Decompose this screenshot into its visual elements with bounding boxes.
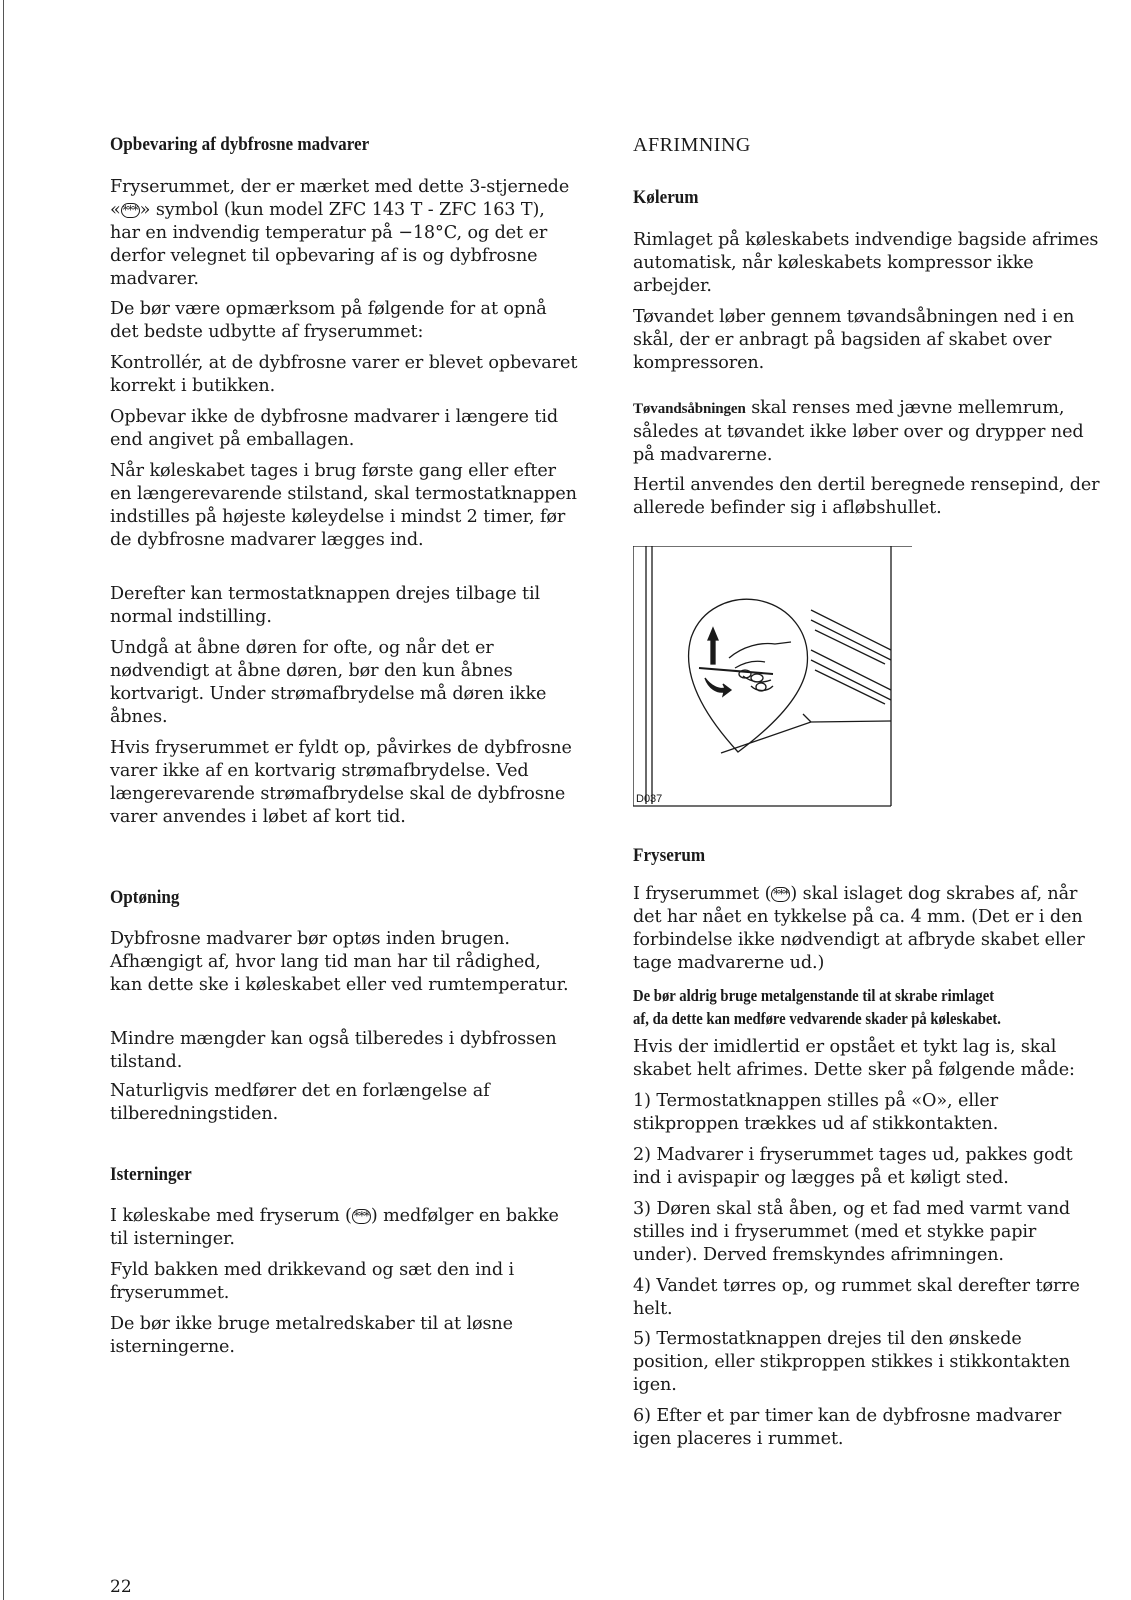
finger-tip bbox=[751, 674, 763, 682]
freezer-paragraph-1 bbox=[633, 883, 1103, 975]
fridge-p3-rest: skal renses med jævne mellemrum, således at tøvandet ikke løber over og drypper ned på madvarerne. bbox=[633, 398, 1084, 465]
ice-paragraph-2: Fyld bakken med drikkevand og sæt den ind i fryserummet. bbox=[110, 1260, 515, 1303]
thawing-paragraph-1: Dybfrosne madvarer bør optøs inden brugen. Afhængigt af, hvor lang tid man har til rådighed, kan dette ske i køleskabet eller ved rumtemperatur. bbox=[110, 929, 569, 995]
storage-heading: Opbevaring af dybfrosne madvarer bbox=[110, 134, 370, 155]
thawing-paragraph-3: Naturligvis medfører det en forlængelse af tilberedningstiden. bbox=[110, 1081, 490, 1124]
ice-paragraph-3: De bør ikke bruge metalredskaber til at løsne isterningerne. bbox=[110, 1314, 513, 1357]
arrow-up-icon bbox=[708, 628, 718, 664]
drain-cleaning-illustration bbox=[633, 546, 912, 820]
freezer-p1-text-a: I fryserummet ( bbox=[633, 884, 772, 904]
warning-line-2: af, da dette kan medføre vedvarende skader på køleskabet. bbox=[633, 1009, 1001, 1028]
defrost-step-4: 4) Vandet tørres op, og rummet skal derefter tørre helt. bbox=[633, 1276, 1080, 1319]
fridge-paragraph-2: Tøvandet løber gennem tøvandsåbningen ned i en skål, der er anbragt på bagsiden af skabet over kompressoren. bbox=[633, 307, 1075, 373]
thawing-paragraph-2: Mindre mængder kan også tilberedes i dybfrossen tilstand. bbox=[110, 1029, 557, 1072]
fridge-compartment-heading: Kølerum bbox=[633, 187, 699, 208]
ice-p1-text-a: I køleskabe med fryserum ( bbox=[110, 1206, 352, 1226]
fridge-paragraph-3 bbox=[633, 397, 1103, 467]
ice-paragraph-1 bbox=[110, 1205, 578, 1251]
ice-p1-text-b: ) medfølger en bakke til isterninger. bbox=[110, 1206, 559, 1249]
storage-paragraph-3: Kontrollér, at de dybfrosne varer er blevet opbevaret korrekt i butikken. bbox=[110, 353, 578, 396]
three-star-freezer-symbol: *** bbox=[122, 203, 138, 217]
warning-line-1: De bør aldrig bruge metalgenstande til at skrabe rimlaget bbox=[633, 986, 995, 1005]
drain-hole-lead: Tøvandsåbningen bbox=[633, 401, 746, 417]
storage-paragraph-4: Opbevar ikke de dybfrosne madvarer i længere tid end angivet på emballagen. bbox=[110, 407, 559, 450]
freezer-paragraph-2: Hvis der imidlertid er opstået et tykt lag is, skal skabet helt afrimes. Dette sker på følgende måde: bbox=[633, 1037, 1075, 1080]
storage-paragraph-2: De bør være opmærksom på følgende for at opnå det bedste udbytte af fryserummet: bbox=[110, 299, 547, 342]
cleaning-stick bbox=[699, 668, 773, 674]
defrost-step-2: 2) Madvarer i fryserummet tages ud, pakkes godt ind i avispapir og lægges på et køligt sted. bbox=[633, 1145, 1073, 1188]
defrost-step-6: 6) Efter et par timer kan de dybfrosne madvarer igen placeres i rummet. bbox=[633, 1406, 1062, 1449]
storage-paragraph-7: Undgå at åbne døren for ofte, og når det er nødvendigt at åbne døren, bør den kun åbnes kortvarigt. Under strømafbrydelse må døren ikke åbnes. bbox=[110, 638, 547, 727]
defrost-step-1: 1) Termostatknappen stilles på «O», eller stikproppen trækkes ud af stikkontakten. bbox=[633, 1091, 999, 1134]
arrow-down-icon bbox=[705, 678, 731, 696]
freezer-heading: Fryserum bbox=[633, 845, 706, 866]
storage-p1-text-a: Fryserummet, der er mærket med dette 3-stjernede « bbox=[110, 177, 570, 220]
finger-tip bbox=[756, 683, 766, 691]
defrost-step-5: 5) Termostatknappen drejes til den ønskede position, eller stikproppen stikkes i stikkontakten igen. bbox=[633, 1329, 1071, 1395]
thawing-heading: Optøning bbox=[110, 887, 180, 908]
storage-paragraph-1 bbox=[110, 176, 578, 291]
storage-paragraph-6: Derefter kan termostatknappen drejes tilbage til normal indstilling. bbox=[110, 584, 541, 627]
defrost-heading: AFRIMNING bbox=[633, 134, 751, 156]
storage-paragraph-8: Hvis fryserummet er fyldt op, påvirkes de dybfrosne varer ikke af en kortvarig strømafbrydelse. Ved længerevarende strømafbrydelse skal de dybfrosne varer anvendes i løbet af kort tid. bbox=[110, 738, 572, 827]
shelf-lines bbox=[811, 650, 891, 704]
three-star-freezer-symbol: *** bbox=[773, 887, 789, 901]
fridge-paragraph-1: Rimlaget på køleskabets indvendige bagside afrimes automatisk, når køleskabets kompressor ikke arbejder. bbox=[633, 230, 1099, 296]
freezer-p1-text-b: ) skal islaget dog skrabes af, når det har nået en tykkelse på ca. 4 mm. (Det er i den forbindelse ikke nødvendigt at afbryde skabet eller tage madvarerne ud.) bbox=[633, 884, 1085, 973]
three-star-freezer-symbol: *** bbox=[353, 1209, 369, 1223]
storage-p1-text-b: » symbol (kun model ZFC 143 T - ZFC 163 T), har en indvendig temperatur på −18°C, og det er derfor velegnet til opbevaring af is og dybfrosne madvarer. bbox=[110, 200, 548, 289]
ice-cubes-heading: Isterninger bbox=[110, 1164, 192, 1185]
storage-paragraph-5: Når køleskabet tages i brug første gang eller efter en længerevarende stilstand, skal termostatknappen indstilles på højeste køleydelse i mindst 2 timer, før de dybfrosne madvarer lægges ind. bbox=[110, 461, 577, 550]
cabinet-back-corner bbox=[721, 714, 891, 753]
page-number: 22 bbox=[110, 1577, 132, 1597]
defrost-step-3: 3) Døren skal stå åben, og et fad med varmt vand stilles ind i fryserummet (med et stykke papir under). Derved fremskyndes afrimningen. bbox=[633, 1199, 1071, 1265]
scan-edge-line bbox=[3, 0, 4, 1600]
fridge-paragraph-4: Hertil anvendes den dertil beregnede rensepind, der allerede befinder sig i afløbshullet. bbox=[633, 475, 1100, 518]
figure-code: D037 bbox=[636, 793, 663, 805]
